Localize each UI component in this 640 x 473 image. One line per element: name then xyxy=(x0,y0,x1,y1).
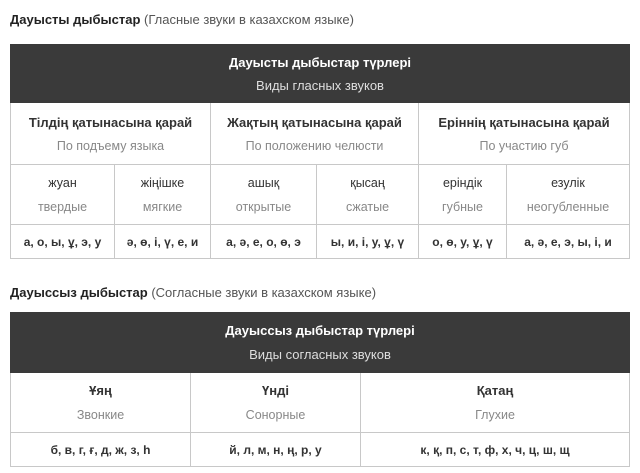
vowels-group-cell xyxy=(211,103,419,165)
vowels-letters-row xyxy=(11,225,630,259)
type-name: жіңішке xyxy=(140,175,185,190)
consonants-heading xyxy=(10,285,376,300)
type-sub: неогубленные xyxy=(526,199,610,214)
group-sub: По участию губ xyxy=(479,138,569,153)
consonants-letters-row xyxy=(11,433,630,467)
group-name: Еріннің қатынасына қарай xyxy=(438,114,610,130)
consonants-type-row xyxy=(11,373,630,433)
type-cell xyxy=(11,165,115,225)
vowels-table xyxy=(10,44,630,259)
type-sub: открытые xyxy=(235,199,292,214)
vowels-heading-subtitle: (Гласные звуки в казахском языке) xyxy=(144,12,354,27)
type-cell xyxy=(211,165,317,225)
type-cell xyxy=(507,165,630,225)
vowels-table-title: Дауысты дыбыстар түрлері xyxy=(228,54,412,70)
type-name: Үнді xyxy=(262,383,289,398)
consonants-table-header-row xyxy=(11,313,630,373)
consonants-heading-subtitle: (Согласные звуки в казахском языке) xyxy=(151,285,377,300)
type-sub: Сонорные xyxy=(245,408,306,422)
type-sub: твердые xyxy=(37,199,88,214)
consonants-table-title: Дауыссыз дыбыстар түрлері xyxy=(225,323,415,338)
vowels-heading xyxy=(10,12,354,27)
consonants-table-subtitle: Виды согласных звуков xyxy=(249,347,391,362)
vowels-group-row xyxy=(11,103,630,165)
type-sub: Глухие xyxy=(475,408,515,422)
vowels-type-row xyxy=(11,165,630,225)
letters-cell: й, л, м, н, ң, р, у xyxy=(191,433,361,467)
type-sub: мягкие xyxy=(142,199,183,214)
type-sub: губные xyxy=(442,199,483,214)
type-cell xyxy=(11,373,191,433)
letters-cell: ы, и, і, у, ұ, ү xyxy=(317,225,419,259)
type-cell xyxy=(115,165,211,225)
letters-cell: а, о, ы, ұ, э, у xyxy=(11,225,115,259)
type-cell xyxy=(317,165,419,225)
type-name: Ұяң xyxy=(89,383,112,398)
consonants-table-header xyxy=(11,313,630,373)
type-name: қысаң xyxy=(350,175,385,190)
consonants-heading-title: Дауыссыз дыбыстар xyxy=(10,285,148,300)
consonants-table xyxy=(10,312,630,467)
letters-cell: к, қ, п, с, т, ф, х, ч, ц, ш, щ xyxy=(361,433,630,467)
type-sub: сжатые xyxy=(345,199,390,214)
type-cell xyxy=(191,373,361,433)
group-name: Жақтың қатынасына қарай xyxy=(227,114,402,130)
letters-cell: б, в, г, ғ, д, ж, з, һ xyxy=(11,433,191,467)
type-cell xyxy=(361,373,630,433)
vowels-table-subtitle: Виды гласных звуков xyxy=(256,77,384,93)
vowels-table-header-row xyxy=(11,45,630,103)
type-name: ашық xyxy=(247,175,280,190)
type-sub: Звонкие xyxy=(76,408,125,422)
type-name: езулік xyxy=(551,175,585,190)
type-name: Қатаң xyxy=(476,383,514,398)
type-name: еріндік xyxy=(442,175,483,190)
vowels-group-cell xyxy=(419,103,630,165)
type-name: жуан xyxy=(48,175,77,190)
letters-cell: а, ә, е, э, ы, і, и xyxy=(507,225,630,259)
type-cell xyxy=(419,165,507,225)
vowels-group-cell xyxy=(11,103,211,165)
vowels-table-header xyxy=(11,45,630,103)
letters-cell: о, ө, у, ұ, ү xyxy=(419,225,507,259)
group-sub: По подъему языка xyxy=(56,138,165,153)
letters-cell: а, ә, е, о, ө, э xyxy=(211,225,317,259)
vowels-heading-title: Дауысты дыбыстар xyxy=(10,12,141,27)
letters-cell: ә, ө, і, ү, е, и xyxy=(115,225,211,259)
group-name: Тілдің қатынасына қарай xyxy=(28,114,193,130)
group-sub: По положению челюсти xyxy=(245,138,384,153)
